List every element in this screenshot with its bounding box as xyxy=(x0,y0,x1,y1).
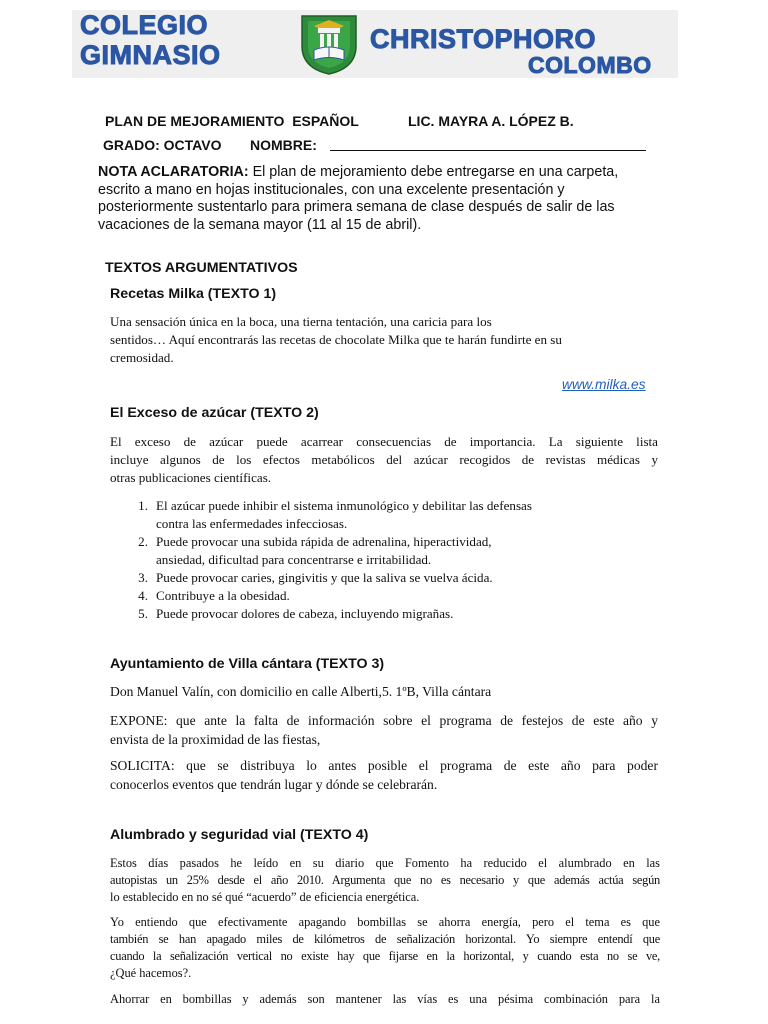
list-text: Contribuye a la obesidad. xyxy=(156,588,290,603)
note-line: escrito a mano en hojas institucionales, con una excelente presentación y xyxy=(98,181,565,198)
section-title: TEXTOS ARGUMENTATIVOS xyxy=(105,260,298,276)
school-name-line1: COLEGIO xyxy=(80,10,209,40)
note-label: NOTA ACLARATORIA: xyxy=(98,164,249,180)
list-item xyxy=(128,497,668,533)
list-item xyxy=(128,587,668,605)
list-text: Puede provocar una subida rápida de adrenalina, hiperactividad, xyxy=(156,534,492,549)
paragraph-line: otras publicaciones científicas. xyxy=(110,470,272,485)
note-line: El plan de mejoramiento debe entregarse en una carpeta, xyxy=(248,164,619,180)
texto2-intro xyxy=(110,433,658,487)
paragraph-line: cuando la señalización vertical no existe hay que fijarse en la horizontal, y cuando esta no se ve, xyxy=(110,949,660,963)
plan-title: PLAN DE MEJORAMIENTO ESPAÑOL xyxy=(105,113,359,129)
name-label: NOMBRE: xyxy=(250,137,317,153)
grade-label: GRADO: OCTAVO xyxy=(103,137,222,153)
list-number: 2. xyxy=(138,534,148,549)
paragraph-line: ¿Qué hacemos?. xyxy=(110,966,192,980)
school-name-line4: COLOMBO xyxy=(528,52,652,78)
list-number: 5. xyxy=(138,606,148,621)
paragraph-line: Ahorrar en bombillas y además son mantener las vías es una pésima combinación para la xyxy=(110,992,660,1006)
list-number: 3. xyxy=(138,570,148,585)
list-number: 4. xyxy=(138,588,148,603)
teacher-name: LIC. MAYRA A. LÓPEZ B. xyxy=(408,113,574,129)
effects-list xyxy=(128,497,668,623)
texto4-title: Alumbrado y seguridad vial (TEXTO 4) xyxy=(110,827,369,843)
note-line: posteriormente sustentarlo para primera semana de clase después de salir de las xyxy=(98,199,615,215)
school-name-line2: GIMNASIO xyxy=(80,40,221,70)
list-text: ansiedad, dificultad para concentrarse e irritabilidad. xyxy=(156,552,432,567)
paragraph-line: envista de la proximidad de las fiestas, xyxy=(110,732,321,747)
texto1-title: Recetas Milka (TEXTO 1) xyxy=(110,286,277,302)
note-line: vacaciones de la semana mayor (11 al 15 de abril). xyxy=(98,216,422,233)
texto1-paragraph xyxy=(110,313,670,367)
note-block xyxy=(98,164,678,234)
paragraph-line: cremosidad. xyxy=(110,350,174,365)
paragraph-line: incluye algunos de los efectos metabólicos del azúcar recogidos de revistas médicas y xyxy=(110,452,658,467)
texto3-title: Ayuntamiento de Villa cántara (TEXTO 3) xyxy=(110,656,385,672)
paragraph-line: EXPONE: que ante la falta de información sobre el programa de festejos de este año y xyxy=(110,713,658,728)
texto4-paragraph-1 xyxy=(110,855,660,906)
paragraph-line: sentidos… Aquí encontrarás las recetas de chocolate Milka que te harán fundirte en su xyxy=(110,332,562,347)
paragraph-line: Yo entiendo que efectivamente apagando bombillas se ahorra energía, pero el tema es que xyxy=(110,915,660,929)
list-text: Puede provocar caries, gingivitis y que la saliva se vuelva ácida. xyxy=(156,570,493,585)
paragraph-line: Estos días pasados he leído en su diario que Fomento ha reducido el alumbrado en las xyxy=(110,856,660,870)
texto3-expone xyxy=(110,711,658,749)
name-blank-line xyxy=(330,150,646,151)
paragraph-line: lo establecido en no sé qué “acuerdo” de eficiencia energética. xyxy=(110,890,420,904)
list-text: Puede provocar dolores de cabeza, incluyendo migrañas. xyxy=(156,606,454,621)
milka-link[interactable]: www.milka.es xyxy=(562,377,646,392)
list-item xyxy=(128,569,668,587)
paragraph-line: SOLICITA: que se distribuya lo antes posible el programa de este año para poder xyxy=(110,758,658,773)
school-crest-icon xyxy=(296,12,362,76)
texto4-paragraph-3 xyxy=(110,991,660,1008)
list-number: 1. xyxy=(138,498,148,513)
texto4-paragraph-2 xyxy=(110,914,660,982)
list-item xyxy=(128,605,668,623)
paragraph-line: Una sensación única en la boca, una tierna tentación, una caricia para los xyxy=(110,314,492,329)
list-text: El azúcar puede inhibir el sistema inmunológico y debilitar las defensas xyxy=(156,498,532,513)
texto2-title: El Exceso de azúcar (TEXTO 2) xyxy=(110,405,319,421)
school-name-line3: CHRISTOPHORO xyxy=(370,24,597,54)
paragraph-line: conocerlos eventos que tendrán lugar y dónde se celebrarán. xyxy=(110,777,438,792)
paragraph-line: también se han apagado miles de kilómetros de señalización horizontal. Yo siempre entendí que xyxy=(110,932,660,946)
paragraph-line: autopistas un 25% desde el año 2010. Argumenta que no es necesario y que además actúa según xyxy=(110,873,660,887)
texto3-solicita xyxy=(110,756,658,794)
texto3-line1: Don Manuel Valín, con domicilio en calle Alberti,5. 1ºB, Villa cántara xyxy=(110,684,492,699)
list-text: contra las enfermedades infecciosas. xyxy=(156,516,348,531)
list-item xyxy=(128,533,668,569)
paragraph-line: El exceso de azúcar puede acarrear consecuencias de importancia. La siguiente lista xyxy=(110,434,658,449)
